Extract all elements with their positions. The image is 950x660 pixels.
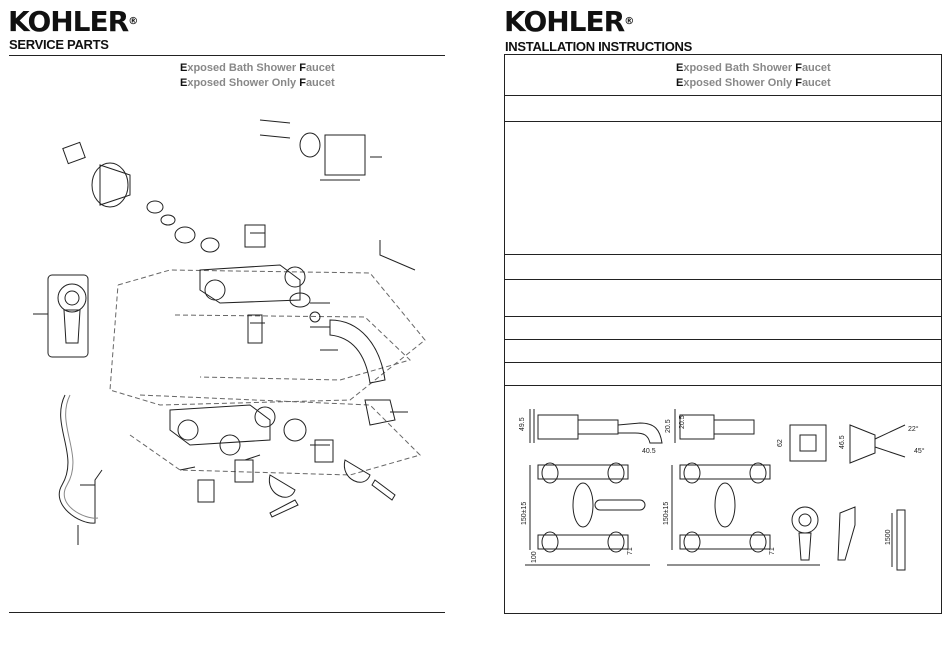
dim-label: 1500 — [885, 529, 892, 545]
dim-label: 150±15 — [521, 501, 528, 525]
table-row-divider — [505, 316, 941, 317]
kohler-logo-left: KOHLER® — [8, 5, 139, 38]
dim-label: 71 — [627, 547, 634, 555]
installation-instructions-title: INSTALLATION INSTRUCTIONS — [505, 39, 693, 54]
service-parts-title: SERVICE PARTS — [9, 37, 109, 52]
table-row-divider — [505, 121, 941, 122]
dim-label: 20.5 — [679, 415, 686, 429]
dim-label: 22° — [908, 426, 919, 433]
dim-label: 71 — [769, 547, 776, 555]
left-header-rule — [9, 55, 445, 56]
left-product-1: Exposed Bath Shower Faucet — [180, 62, 335, 74]
table-row-divider — [505, 279, 941, 280]
right-product-names — [676, 61, 831, 91]
exploded-parts-diagram — [20, 105, 450, 550]
right-product-2: Exposed Shower Only Faucet — [676, 77, 831, 89]
dim-label: 20.5 — [665, 419, 672, 433]
table-row-divider — [505, 339, 941, 340]
table-row-divider — [505, 385, 941, 386]
left-product-2: Exposed Shower Only Faucet — [180, 77, 335, 89]
dim-label: 100 — [531, 551, 538, 563]
left-product-names — [180, 61, 335, 91]
dim-label: 45° — [914, 448, 925, 455]
dim-label: 150±15 — [663, 501, 670, 525]
kohler-logo-right: KOHLER® — [504, 5, 635, 38]
table-row-divider — [505, 95, 941, 96]
dim-label: 46.5 — [839, 435, 846, 449]
dimension-drawings — [520, 395, 940, 580]
table-row-divider — [505, 254, 941, 255]
dim-label: 62 — [777, 439, 784, 447]
table-row-divider — [505, 362, 941, 363]
right-product-1: Exposed Bath Shower Faucet — [676, 62, 831, 74]
dim-label: 40.5 — [642, 448, 656, 455]
dim-label: 49.5 — [519, 417, 526, 431]
left-footer-rule — [9, 612, 445, 613]
